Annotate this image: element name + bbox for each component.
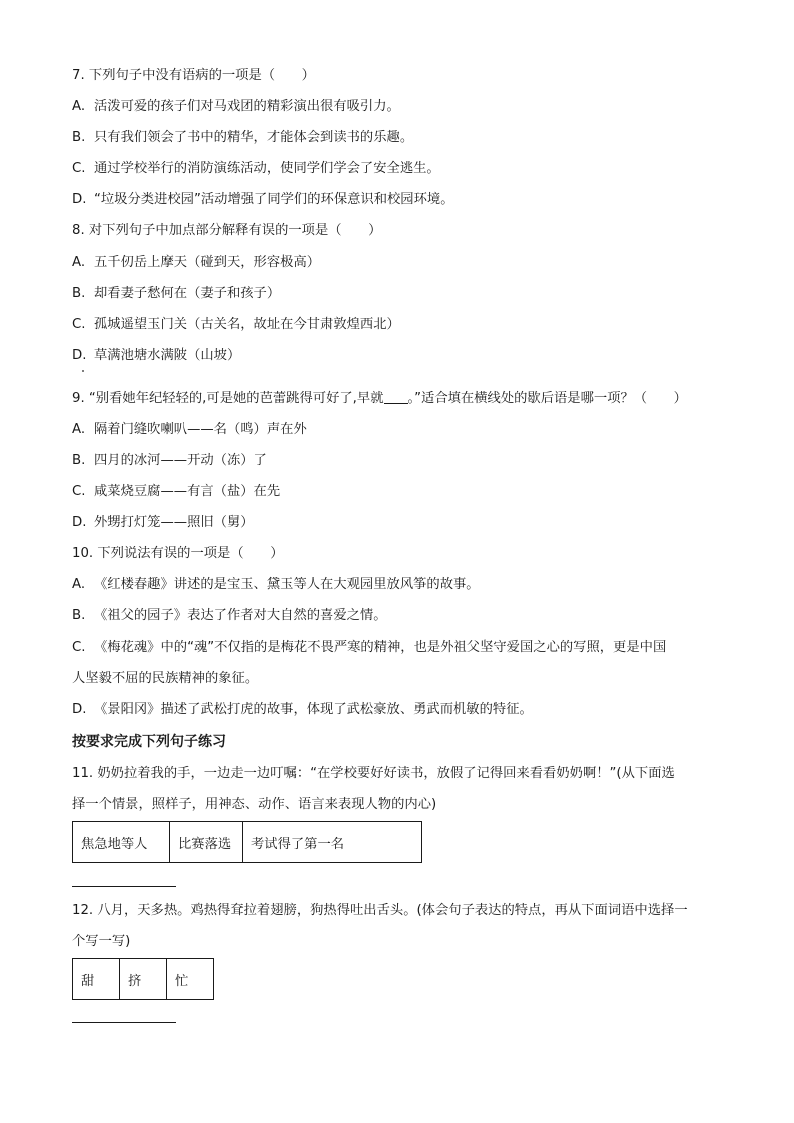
q8-option-a <box>72 253 320 273</box>
option-text: 通过学校举行的消防演练活动，使同学们学会了安全逃生。 <box>94 161 440 176</box>
option-text: 孤城遥望玉门关（古关名，故址在今甘肃敦煌西北） <box>94 317 400 332</box>
choice-cell: 甜 <box>73 959 120 1000</box>
q8-option-d <box>72 346 240 366</box>
option-letter: B. <box>72 608 86 623</box>
option-letter: D. <box>72 702 87 717</box>
option-letter: D. <box>72 192 87 207</box>
option-letter: D. <box>72 348 87 363</box>
q8-option-b <box>72 284 280 304</box>
q8-option-c <box>72 315 400 335</box>
q10-stem: 10. 下列说法有误的一项是（ ） <box>72 546 284 561</box>
option-text: 却看妻子愁何在（妻子和孩子） <box>94 286 281 301</box>
choice-cell: 忙 <box>167 959 214 1000</box>
q7-stem: 7. 下列句子中没有语病的一项是（ ） <box>72 68 315 83</box>
option-letter: C. <box>72 640 86 655</box>
option-letter: A. <box>72 99 86 114</box>
option-letter: B. <box>72 130 86 145</box>
choice-cell: 焦急地等人 <box>73 822 170 863</box>
option-letter: A. <box>72 422 86 437</box>
q10-option-c-continued <box>72 669 258 689</box>
option-letter: A. <box>72 577 86 592</box>
q9-stem <box>72 389 687 409</box>
q11-line1: 11. 奶奶拉着我的手，一边走一边叮嘱：“在学校要好好读书，放假了记得回来看看奶奶啊！”(从下面选 <box>72 766 675 781</box>
q9-option-c <box>72 482 280 502</box>
q7-option-b <box>72 128 413 148</box>
q12-choice-table <box>72 958 214 1000</box>
choice-cell: 比赛落选 <box>170 822 243 863</box>
q10-option-d <box>72 700 533 720</box>
option-text: 五千仞岳上摩天（碰到天，形容极高） <box>94 255 321 270</box>
option-text: 《祖父的园子》表达了作者对大自然的喜爱之情。 <box>94 608 387 623</box>
q12-line1: 12. 八月，天多热。鸡热得耷拉着翅膀，狗热得吐出舌头。(体会句子表达的特点，再从下面词语中选择一 <box>72 903 688 918</box>
q9-option-b <box>72 451 267 471</box>
option-letter: A. <box>72 255 86 270</box>
option-letter: D. <box>72 515 87 530</box>
choice-cell: 挤 <box>120 959 167 1000</box>
q9-stem-before: 9. “别看她年纪轻轻的,可是她的芭蕾跳得可好了,早就 <box>72 391 384 406</box>
option-letter: B. <box>72 286 86 301</box>
q9-option-a <box>72 420 307 440</box>
option-letter: B. <box>72 453 86 468</box>
q10-option-c <box>72 638 666 658</box>
q9-option-d <box>72 513 254 533</box>
option-text: 隔着门缝吹喇叭——名（鸣）声在外 <box>94 422 307 437</box>
q7-option-a <box>72 97 400 117</box>
q12-answer-line[interactable] <box>72 1022 176 1023</box>
option-text: 草满池塘水满陂（山坡） <box>94 348 241 363</box>
q7-option-c <box>72 159 440 179</box>
q10-option-a <box>72 575 480 595</box>
option-text: 人坚毅不屈的民族精神的象征。 <box>72 671 259 686</box>
option-text: 《梅花魂》中的“魂”不仅指的是梅花不畏严寒的精神，也是外祖父坚守爱国之心的写照，更是中国 <box>94 640 667 655</box>
option-text: 四月的冰河——开动（冻）了 <box>94 453 267 468</box>
option-text: “垃圾分类进校园”活动增强了同学们的环保意识和校园环境。 <box>94 192 454 207</box>
choice-cell: 考试得了第一名 <box>243 822 422 863</box>
q11-choice-table <box>72 821 422 863</box>
option-text: 外甥打灯笼——照旧（舅） <box>94 515 254 530</box>
q11-answer-line[interactable] <box>72 886 176 887</box>
option-text: 《景阳冈》描述了武松打虎的故事，体现了武松豪放、勇武而机敏的特征。 <box>94 702 533 717</box>
option-letter: C. <box>72 161 86 176</box>
q9-stem-after: 。”适合填在横线处的歇后语是哪一项？（ ） <box>407 391 687 406</box>
fill-blank[interactable] <box>384 389 408 404</box>
q8-stem: 8. 对下列句子中加点部分解释有误的一项是（ ） <box>72 223 382 238</box>
q10-option-b <box>72 606 387 626</box>
q7-option-d <box>72 190 454 210</box>
option-text: 咸菜烧豆腐——有言（盐）在先 <box>94 484 281 499</box>
emphasis-dot <box>82 370 84 372</box>
section-title: 按要求完成下列句子练习 <box>72 734 226 750</box>
option-letter: C. <box>72 317 86 332</box>
option-text: 《红楼春趣》讲述的是宝玉、黛玉等人在大观园里放风筝的故事。 <box>94 577 480 592</box>
option-text: 活泼可爱的孩子们对马戏团的精彩演出很有吸引力。 <box>94 99 400 114</box>
option-text: 只有我们领会了书中的精华，才能体会到读书的乐趣。 <box>94 130 414 145</box>
option-letter: C. <box>72 484 86 499</box>
q11-line2: 择一个情景，照样子，用神态、动作、语言来表现人物的内心) <box>72 797 437 812</box>
q12-line2: 个写一写) <box>72 934 131 949</box>
